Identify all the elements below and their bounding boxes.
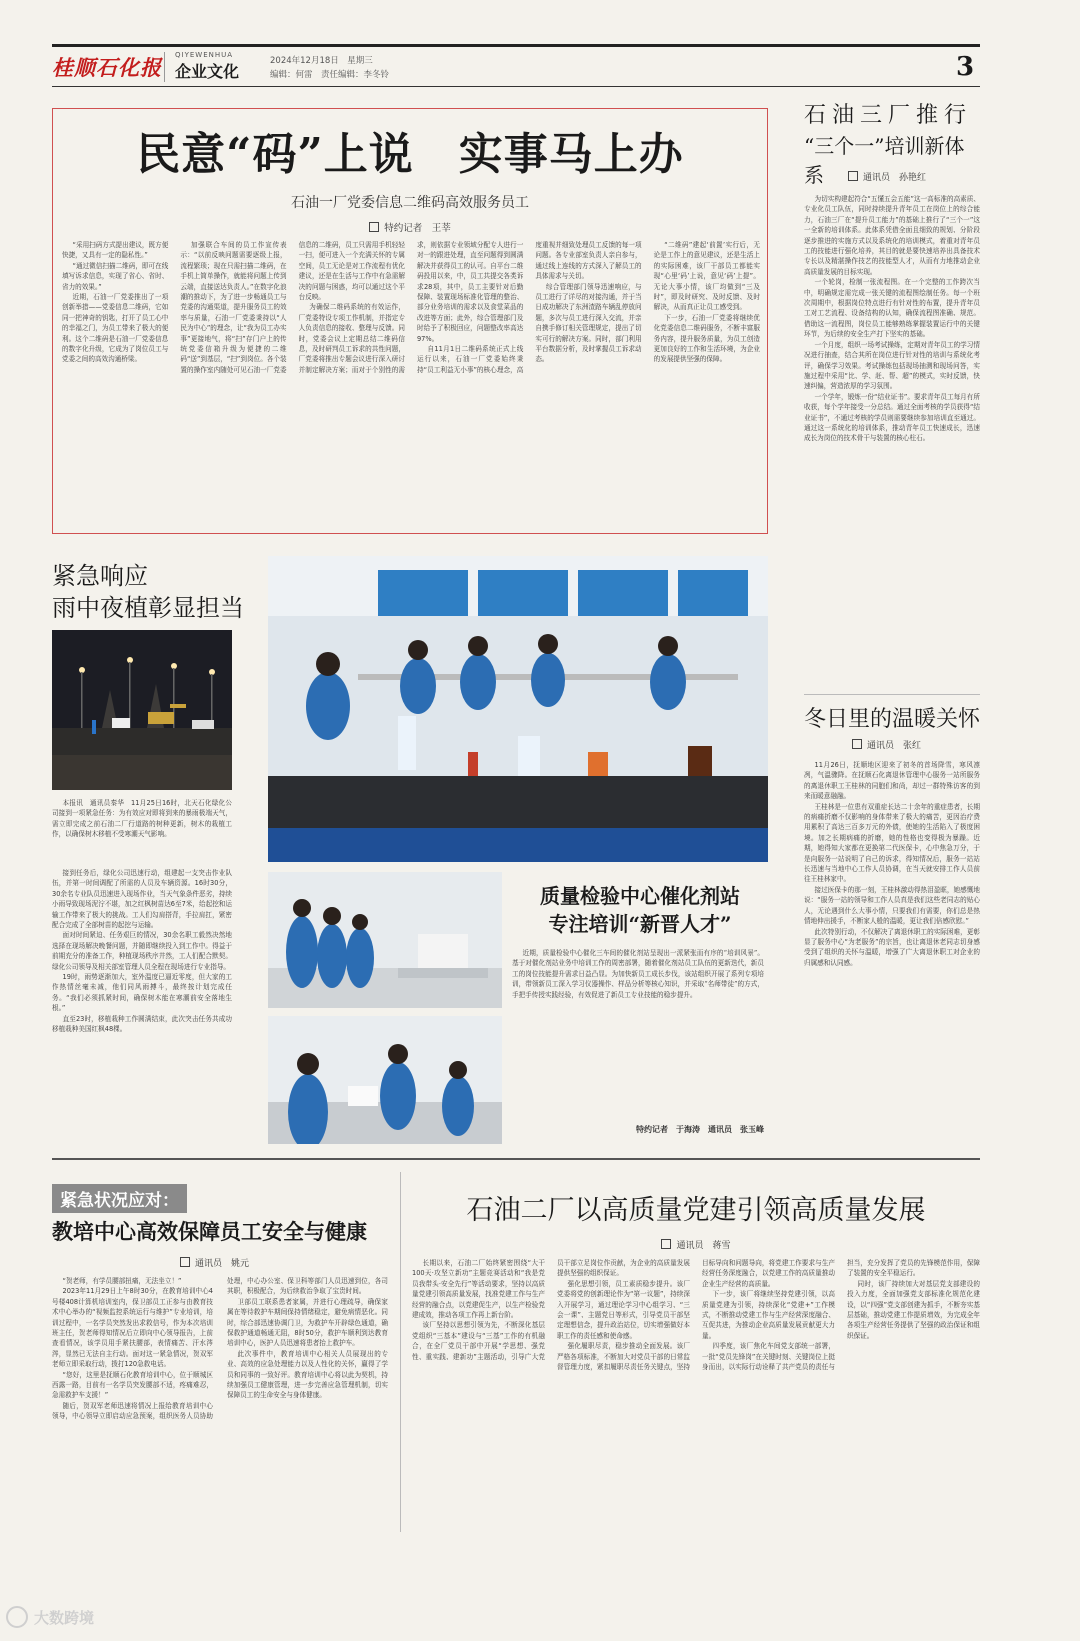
a7-headline: 石油二厂以高质量党建引领高质量发展 bbox=[466, 1195, 926, 1226]
a7-p6: 四季度，该厂焦化车间党支部统一部署，一批“党员先锋岗”在关键时刻、关键岗位上挺身而出，以实际行动诠释了共产党员的责任与担当，充分发挥了党员的先锋模范作用，保障了装置的安全平稳运行。 bbox=[702, 1259, 980, 1372]
watermark-logo-icon bbox=[6, 1606, 28, 1628]
a7-byline bbox=[412, 1238, 980, 1251]
a1-p7: 综合管理部门领导迅速响应，与员工进行了详尽的对接沟通，并于当日成功解决了东洲渣路车辆乱停放问题，多次与员工进行深入交流，并亲自携手修订相关管理规定，提出了切实可行的解决方案。同时，部门利用平台数据分析，及时掌握员工诉求动态。 bbox=[535, 282, 642, 364]
a4-headline-1: 石油三厂推行 bbox=[804, 103, 973, 128]
a7-p1: 长期以来，石油二厂始终紧密围绕“大干100天·攻坚立新功”主题竞赛活动和“我是党员我带头·安全先行”等活动要求，坚持以高质量党建引领高质量发展，找准党建工作与生产经营的融合点，以党建促生产，以生产检验党建成效，推动各项工作再上新台阶。 bbox=[412, 1259, 545, 1320]
a6-p5: 卫部员工联系患者家属，并进行心理疏导，确保家属在等待救护车期间保持情绪稳定，避免病情恶化。同时，综合部迅速协调门卫，为救护车开辟绿色通道，确保救护通道畅通无阻，8时50分，救护车顺利到达教育培训中心，医护人员迅速将患者抬上救护车。 bbox=[227, 1297, 388, 1348]
byline-square-icon bbox=[180, 1257, 190, 1267]
a2-headline-1: 紧急响应 bbox=[52, 562, 148, 590]
top-rule bbox=[52, 44, 980, 47]
watermark bbox=[6, 1606, 94, 1628]
a5-headline: 冬日里的温暖关怀 bbox=[804, 707, 981, 732]
watermark-text: 大数跨境 bbox=[34, 1608, 95, 1627]
a7-byline-text: 通讯员 蒋雪 bbox=[676, 1241, 731, 1251]
a4-byline-text: 通讯员 孙艳红 bbox=[863, 173, 927, 183]
newspaper-logo: 桂顺石化报 bbox=[52, 55, 162, 80]
a2-night-photo bbox=[52, 630, 232, 790]
a6-p2: 2023年11月29日上午8时30分，在教育培训中心4号楼408计算机培训室内，保卫部员工正参与由教育技术中心举办的“视频监控系统运行与维护”专业培训，培训过程中，一名学员突然发出求救信号，作为本次培训班主任，贺老师得知情况后立即向中心领导报告，上前查看情况，该学员用手紧扶腰部，表情痛苦、汗水涔涔，显然已无法自主行动。面对这一紧急情况，贺双军老师立即采取行动，拨打120急救电话。 bbox=[52, 1287, 213, 1369]
a4-p3: 一个月度，组织一场考试操练，定期对青年员工的学习情况进行抽查，结合其所在岗位进行针对性的培训与系统化考评，确保学习效果。考试操练包括现场抽测和现场问答，实施过程中采用“比、学、赶、帮、超”的模式，实时反馈，快速纠偏，营造浓厚的学习氛围。 bbox=[804, 340, 980, 391]
a5-body bbox=[804, 760, 980, 1144]
a1-p8: “二维码”建起‘前置’实行后，无论是工作上的意见建议，还是生活上的实际困难，该厂干部员工都能实现“心里‘码’上说，意见‘码’上提”。无论大事小情，该厂均做到“三及时”，即及时研究、及时反馈、及时解决，从而真正让员工感受到。 bbox=[653, 241, 760, 312]
a6-byline-text: 通讯员 姚元 bbox=[195, 1259, 250, 1269]
page-number: 3 bbox=[956, 52, 975, 82]
a7-p5: 下一步，该厂将继续坚持党建引领，以高质量党建为引领，持续深化“党建+”工作模式，不断推动党建工作与生产经营深度融合、互促共进，为推动企业高质量发展贡献更大力量。 bbox=[702, 1290, 835, 1340]
a1-body bbox=[62, 240, 760, 526]
a3-byline: 特约记者 于海涛 通讯员 张玉峰 bbox=[636, 1125, 764, 1134]
a6-p1: “贺老师，有学员腰部扭痛，无法坐立！” bbox=[62, 1277, 182, 1285]
a4-headline-2: “三个一”培训新体系 bbox=[804, 134, 965, 187]
a1-headline: 民意“码”上说 实事马上办 bbox=[136, 129, 684, 180]
a1-p1: “采用扫码方式提出建议，既方便快捷，又具有一定的隐私性。” bbox=[62, 241, 169, 260]
issue-date: 2024年12月18日 星期三 bbox=[270, 56, 373, 66]
lower-section-rule bbox=[52, 1158, 980, 1160]
a5-byline bbox=[852, 738, 921, 751]
a6-p6: 此次事件中，教育培训中心相关人员展现出的专业、高效的应急处理能力以及人性化的关怀，赢得了学员和同事的一致好评。教育培训中心将以此为契机，持续加强员工健康管理，进一步完善应急管理机制，切实保障员工的生命安全与身体健康。 bbox=[227, 1349, 388, 1400]
a1-byline bbox=[52, 220, 768, 234]
a3-headline-2: 专注培训“新晋人才” bbox=[548, 912, 732, 936]
a2-headline-2: 雨中夜植彰显担当 bbox=[52, 594, 244, 622]
a1-subtitle: 石油一厂党委信息二维码高效服务员工 bbox=[291, 195, 529, 211]
a4-p1: 为切实构建起符合“五懂五会五能”这一高标准的高素质、专业化员工队伍，同时持续提升青年员工在岗位上的综合能力，石油三厂在“提升员工能力”的基础上推行了“三个一”这一全新的培训体系。此体系凭借全面且细致的规划、分阶段逐步推进的实施方式以及系统化的培训模式，着重对青年员工的技能进行强化培养，其目的就是要快速培养出具备技术专长以及精湛操作技艺的技能型人才，从而有力地推动企业高质量发展的目标实现。 bbox=[804, 195, 980, 276]
a3-lab-photo-3 bbox=[268, 1016, 502, 1144]
a2-p4: 直至23时，移植栽种工作圆满结束，此次突击任务共成功移植栽种美国红枫48棵。 bbox=[52, 1014, 232, 1034]
a5-p2: 王桂林是一位患有双重症长达二十余年的重症患者，长期的病痛折磨不仅影响的身体带来了极大的痛苦，更因治疗费用累积了高达三百多万元的外债，使她的生活陷入了极度困境。加之长期病痛的折磨，她的性格也变得极为暴躁。近期，她得知大家都在更换第二代医保卡，心中焦急万分，于是向服务一站说明了自己的诉求，得知情况后，服务一站站长迅速与当地中心工作人员协调，在当天就安排工作人员前往王桂林家中。 bbox=[804, 802, 980, 884]
editors: 编辑：何雷 责任编辑：李冬铃 bbox=[270, 70, 390, 80]
a6-p3: “您好，这里是抚顺石化教育培训中心，位于顺城区西露一路，目前有一名学员突发腰部不适，疼痛难忍，急需救护车支援！” bbox=[52, 1370, 213, 1400]
a7-p2: 该厂坚持以思想引领为先，不断深化基层党组织“三基本”建设与“三基”工作的有机融合，在全厂党员干部中开展“学思想、强党性、重实践、建新功”主题活动，引导广大党员干部立足岗位作贡献，为企业的高质量发展提供坚强的组织保证。 bbox=[412, 1259, 690, 1361]
a5-p1: 11月26日，抚顺地区迎来了初冬的首场降雪，寒风凛冽，气温骤降。在抚顺石化离退休管理中心服务一站所服务的离退休职工王桂林的同胞们和尚，却过一群特殊访客的到来而暖意融融。 bbox=[804, 761, 980, 801]
a3-lab-photo-2 bbox=[268, 872, 502, 1008]
a2-p1: 接到任务后，绿化公司迅速行动，组建起一支突击作业队伍，并第一时间调配了所需的人员及车辆资源。16时30分，30余名专业队员迅速进入现场作业，当天气象条件恶劣，持续小雨导致现场泥泞不堪，加之红枫树苗达6至7米，给起挖和运输工作带来了极大的挑战。工人们勾肩搭背，手拉肩扛，紧密配合完成了全部树苗的起挖与运输。 bbox=[52, 869, 232, 930]
section-pinyin: QIYEWENHUA bbox=[175, 51, 234, 59]
a3-lab-photo-main bbox=[268, 556, 768, 862]
a3-headline-1: 质量检验中心催化剂站 bbox=[540, 884, 740, 908]
a2-body bbox=[52, 868, 232, 1144]
a5-byline-text: 通讯员 张红 bbox=[867, 741, 922, 751]
masthead-bottom-rule bbox=[52, 86, 980, 87]
a4-byline bbox=[848, 170, 926, 183]
a1-p9: 下一步，石油一厂党委将继续优化党委信息二维码服务，不断丰富服务内容，提升服务质量，为员工创造更加良好的工作和生活环境，为企业的发展提供坚强的保障。 bbox=[653, 313, 760, 364]
a1-byline-text: 特约记者 王莘 bbox=[384, 223, 451, 234]
a3-body: 近期，质量检验中心催化三车间的催化剂站呈现出一派紧张而有序的“培训风景”。基于对催化剂站业务中培训工作的周密部署，随着催化剂站员工队伍的更新迭代，新员工的岗位技能提升需求日益凸显。为加快新员工成长步伐，该站组织开展了系列专项培训，带领新员工深入学习仪器操作、样品分析等核心知识，并采取“名师带徒”的方式，手把手传授实践经验，有效促进了新员工专业技能的稳步提升。 bbox=[512, 949, 764, 999]
byline-square-icon bbox=[369, 222, 379, 232]
a5-p4: 此次特别行动，不仅解决了离退休职工的实际困难，更彰显了服务中心“为老服务”的宗旨，也让离退休老同志切身感受到了组织的关怀与温暖，增强了广大离退休职工对企业的归属感和认同感。 bbox=[804, 927, 980, 967]
a6-byline bbox=[180, 1256, 249, 1269]
a1-p2: “通过微信扫描二维码，即可在线填写诉求信息，实现了省心、省时、省力的效果。” bbox=[62, 261, 169, 291]
a1-p4: 加强联合车间的员工作宣传表示：“以前反映问题需要逐级上报，流程繁琐；现在只需扫描二维码，在手机上简单操作，就能将问题上传到云端，直接送达负责人。”在数字化浪潮的推动下，为了进一步畅通员工与党委的沟通渠道，提升服务员工的效率与质量，石油一厂党委秉持以“人民为中心”的理念，让“我为员工办实事”更接地气，将“扫”存门户上的传统党委信箱升级为便捷的二维码“送”到基层，“扫”到岗位。各个装置的操作室内随处可见石油一厂党委信息的二维码，员工只需用手机轻轻一扫，便可进入一个充满关怀的专属空间，员工无论是对工作流程有优化建议，还是在生活与工作中有急需解决的问题与困惑，均可以通过这个平台反映。 bbox=[180, 241, 405, 374]
masthead-divider bbox=[164, 52, 165, 82]
a7-p7: 同时，该厂持续加大对基层党支部建设的投入力度，全面加强党支部标准化规范化建设，以“四强”党支部创建为抓手，不断夯实基层基础，推动党建工作提质增效，为完成全年各项生产经营任务提供了坚强的政治保证和组织保证。 bbox=[847, 1279, 980, 1340]
a7-p4: 强化履职尽责，稳步推动全面发展。该厂严格各项标准，不断加大对党员干部的日常监督管理力度，紧扣履职尽责任务关键点，坚持目标导向和问题导向，将党建工作要求与生产经营任务深度融合，以党建工作的高质量推动企业生产经营的高质量。 bbox=[557, 1259, 835, 1372]
a2-lead: 本报讯 通讯员秦华 11月25日16时，北天石化绿化公司接到一项紧急任务：为有效应对即将到来的暴雨极端天气，需立即完成之前石油二厂行道路的树种更新，树木的栽植工作，以确保树木移植不受寒潮天气影响。 bbox=[52, 799, 232, 839]
a6-p4: 随后，贺双军老师迅速将情况上报给教育培训中心领导，中心领导立即启动应急预案，组织医务人员协助处理，中心办公室、保卫科等部门人员迅速到位，各司其职，积极配合，为后续救治争取了宝贵时间。 bbox=[52, 1277, 388, 1421]
byline-square-icon bbox=[848, 171, 858, 181]
a1-p6: 自11月1日二维码系统正式上线运行以来，石油一厂党委始终秉持“员工利益无小事”的核心理念，高度重视并细致处理员工反馈的每一项问题。各专业部室负责人亲自参与，通过线上连线的方式深入了解员工的具体需求与关切。 bbox=[416, 241, 642, 374]
a4-body bbox=[804, 194, 980, 694]
a1-p5: 为确保二维码系统的有效运作，厂党委特设专项工作机制，并指定专人负责信息的接收、整理与反馈。同时，党委会议上定期总结二维码信息，及时研判员工诉求的共性问题，厂党委将推出专题会议进行深入研讨并制定解决方案；而对于个别性的需求，则依据专业领域分配专人进行一对一的跟进处理，直至问题得到圆满解决并获得员工的认可。自平台二维码投用以来，中，员工共提交各类诉求28项，其中，员工主要针对后勤保障、装置现场标准化管理的整治、部分业务培训的需求以及食堂菜品的改进等方面；此外，综合管理部门及时给予了积极回应，问题整改率高达97%。 bbox=[298, 241, 524, 374]
a1-p3: 近期，石油一厂党委推出了一项创新举措——党委信息二维码，它如同一把神奇的钥匙，打开了员工心中的幸福之门，为员工带来了极大的便利。这个二维码是石油一厂党委信息的数字化升级，它成为了岗位员工与党委之间的高效沟通桥梁。 bbox=[62, 293, 169, 364]
lower-column-divider bbox=[400, 1172, 401, 1532]
a4-p4: 一个学年，锻炼一份“结业证书”。要求青年员工每月有所收获，每个学年接受一分总结。通过全面考核的学员获得“结业证书”，不通过考核的学员则需要继续参加培训直至通过。通过这一系统化的培训体系，推动青年员工快速成长，迅速成长为岗位的技术骨干与装置的核心柱石。 bbox=[804, 392, 980, 443]
a6-kicker: 紧急状况应对： bbox=[52, 1184, 187, 1213]
a7-p3: 强化思想引领，员工素质稳步提升。该厂党委将党的创新理论作为“第一议题”，持续深入开展学习，通过理论学习中心组学习、“三会一课”、主题党日等形式，引导党员干部坚定理想信念，提升政治站位，切实增强做好本职工作的责任感和使命感。 bbox=[557, 1279, 690, 1340]
byline-square-icon bbox=[852, 739, 862, 749]
a7-body bbox=[412, 1258, 980, 1532]
a2-p3: 19时，雨势逐渐加大，室外温度已逼近零度，但大家的工作热情丝毫未减，他们同风雨搏斗，最终按计划完成任务。“我们必须抓紧时间，确保树木能在寒潮前安全落地生根。” bbox=[52, 973, 232, 1013]
a5-p3: 接过医保卡的那一刻，王桂林激动得热泪盈眶，她感慨地说：“服务一站的领导和工作人员真是我们这些老同志的贴心人，无论遇到什么大事小情，只要我们有需要，你们总是热情地伸出援手，不断家人般的温暖，更让我们倍感欣慰。” bbox=[804, 885, 980, 926]
byline-square-icon bbox=[661, 1239, 671, 1249]
a4-p2: 一个轮岗，检制一张流程图。在一个完整的工作跨次当中，明确规定需完成一张关键的流程图绘制任务。每一个班次周期中，根据岗位特点进行有针对性的布置，提升青年员工对工艺流程、设备结构的认知，确保流程图准确、规范。借助这一流程图，岗位员工能够熟练掌握装置运行中的关键环节，为后续的安全生产打下坚实的基础。 bbox=[804, 278, 980, 339]
section-name: 企业文化 bbox=[175, 62, 240, 81]
a2-p2: 面对时间紧迫、任务艰巨的情况，30余名职工毅然决然地选择在现场解决晚餐问题，并随即继续投入到工作中。得益于前期充分的准备工作，种植现场秩序井然，工人们配合默契。绿化公司领导及相关部室管理人员全程在现场进行专业指导。 bbox=[52, 931, 232, 971]
a6-body bbox=[52, 1276, 388, 1532]
a5-top-rule bbox=[804, 694, 980, 695]
a6-headline: 教培中心高效保障员工安全与健康 bbox=[52, 1219, 367, 1244]
